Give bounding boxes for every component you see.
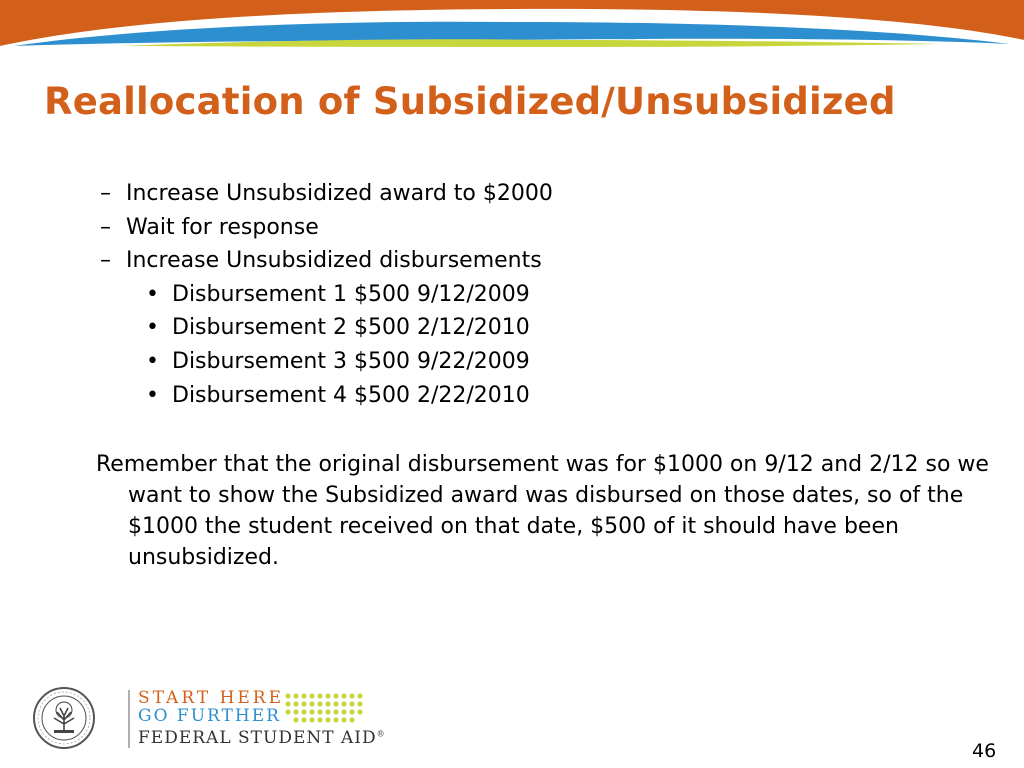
sub-bullet-text: Disbursement 3 $500 9/22/2009 <box>172 349 530 374</box>
federal-student-aid-logo <box>32 686 386 752</box>
bullet-text: Increase Unsubsidized award to $2000 <box>126 181 553 206</box>
bullet-marker: • <box>146 383 159 408</box>
dot-grid-icon <box>284 692 370 726</box>
logo-go-further: GO FURTHER <box>138 706 281 726</box>
page-number: 46 <box>972 740 997 762</box>
note-paragraph: Remember that the original disbursement was for $1000 on 9/12 and 2/12 so we want to show the Subsidized award was disbursed on those dates, so of the $1000 the student received on that date, $500 of it should have been unsubsidized. <box>96 452 989 570</box>
sub-bullet-text: Disbursement 2 $500 2/12/2010 <box>172 315 530 340</box>
sub-bullet-text: Disbursement 1 $500 9/12/2009 <box>172 282 530 307</box>
bullet-marker: • <box>146 349 159 374</box>
sub-bullet-item <box>146 381 530 411</box>
dash-marker: – <box>100 215 111 240</box>
header-banner <box>0 0 1024 60</box>
sub-bullet-text: Disbursement 4 $500 2/22/2010 <box>172 383 530 408</box>
sub-bullet-item <box>146 313 530 343</box>
bullet-text: Increase Unsubsidized disbursements <box>126 248 542 273</box>
dash-marker: – <box>100 248 111 273</box>
bullet-item <box>100 179 553 209</box>
bullet-marker: • <box>146 315 159 340</box>
sub-bullet-item <box>146 280 530 310</box>
sub-bullet-item <box>146 347 530 377</box>
slide-title: Reallocation of Subsidized/Unsubsidized <box>44 80 896 123</box>
registered-mark: ® <box>376 729 386 739</box>
logo-start-here: START HERE <box>138 688 285 708</box>
bullet-item <box>100 213 319 243</box>
dash-marker: – <box>100 181 111 206</box>
department-of-education-seal-icon <box>32 686 96 750</box>
bullet-item <box>100 246 542 276</box>
logo-divider <box>128 690 130 748</box>
bullet-text: Wait for response <box>126 215 319 240</box>
logo-federal-student-aid <box>138 728 386 748</box>
bullet-marker: • <box>146 282 159 307</box>
logo-federal-student-aid-text: FEDERAL STUDENT AID <box>138 728 377 748</box>
